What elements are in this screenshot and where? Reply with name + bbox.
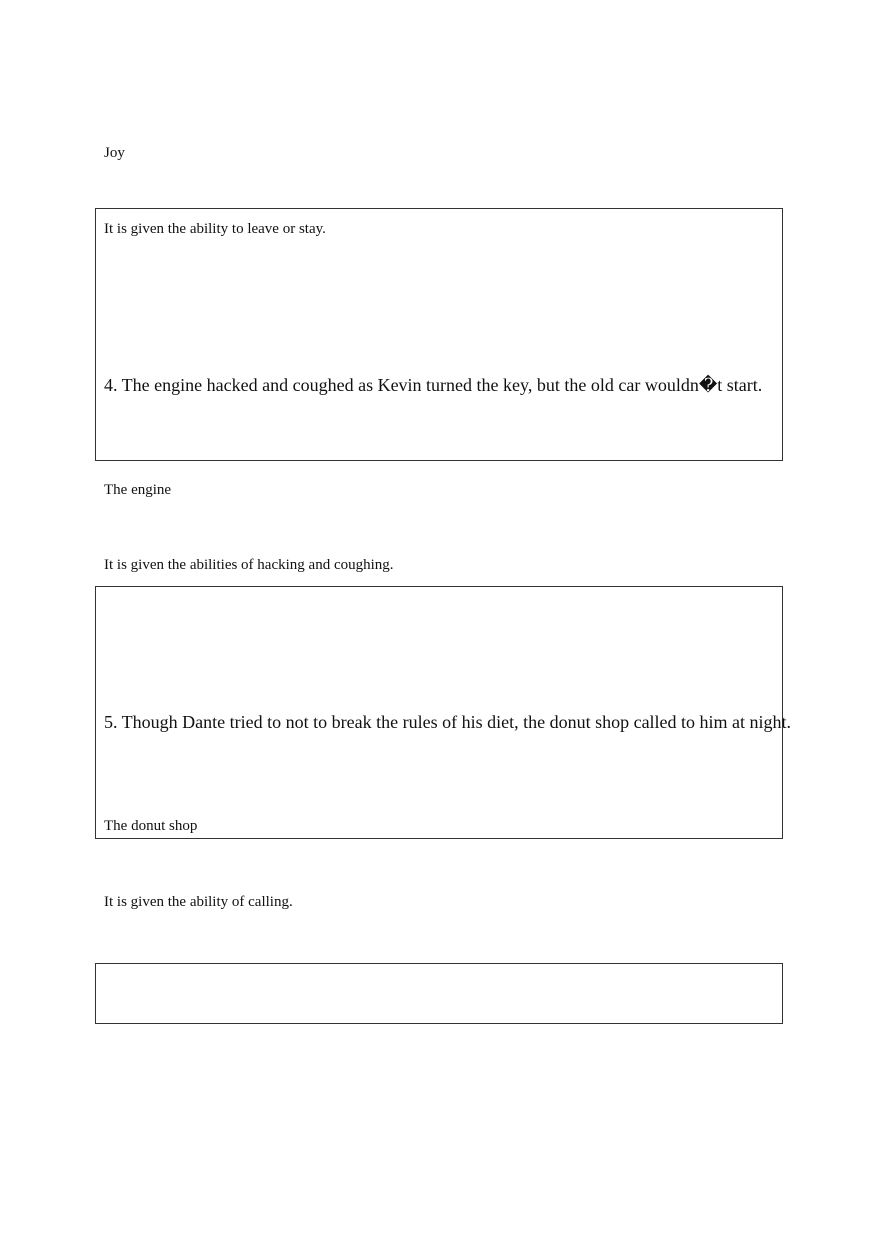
answer-box-1 — [95, 208, 783, 461]
question-5-sentence: 5. Though Dante tried to not to break the rules of his diet, the donut shop called to him at night. — [104, 712, 792, 732]
answer-ability-hacking-coughing: It is given the abilities of hacking and coughing. — [104, 557, 394, 573]
answer-ability-calling: It is given the ability of calling. — [104, 894, 293, 910]
question-4-sentence: 4. The engine hacked and coughed as Kevin turned the key, but the old car wouldn�t start. — [104, 375, 763, 395]
answer-subject-engine: The engine — [104, 482, 172, 498]
answer-subject-donut-shop: The donut shop — [104, 818, 198, 834]
answer-box-3 — [95, 963, 783, 1024]
answer-ability-leave-or-stay: It is given the ability to leave or stay. — [104, 221, 326, 237]
answer-subject-joy: Joy — [104, 145, 125, 161]
